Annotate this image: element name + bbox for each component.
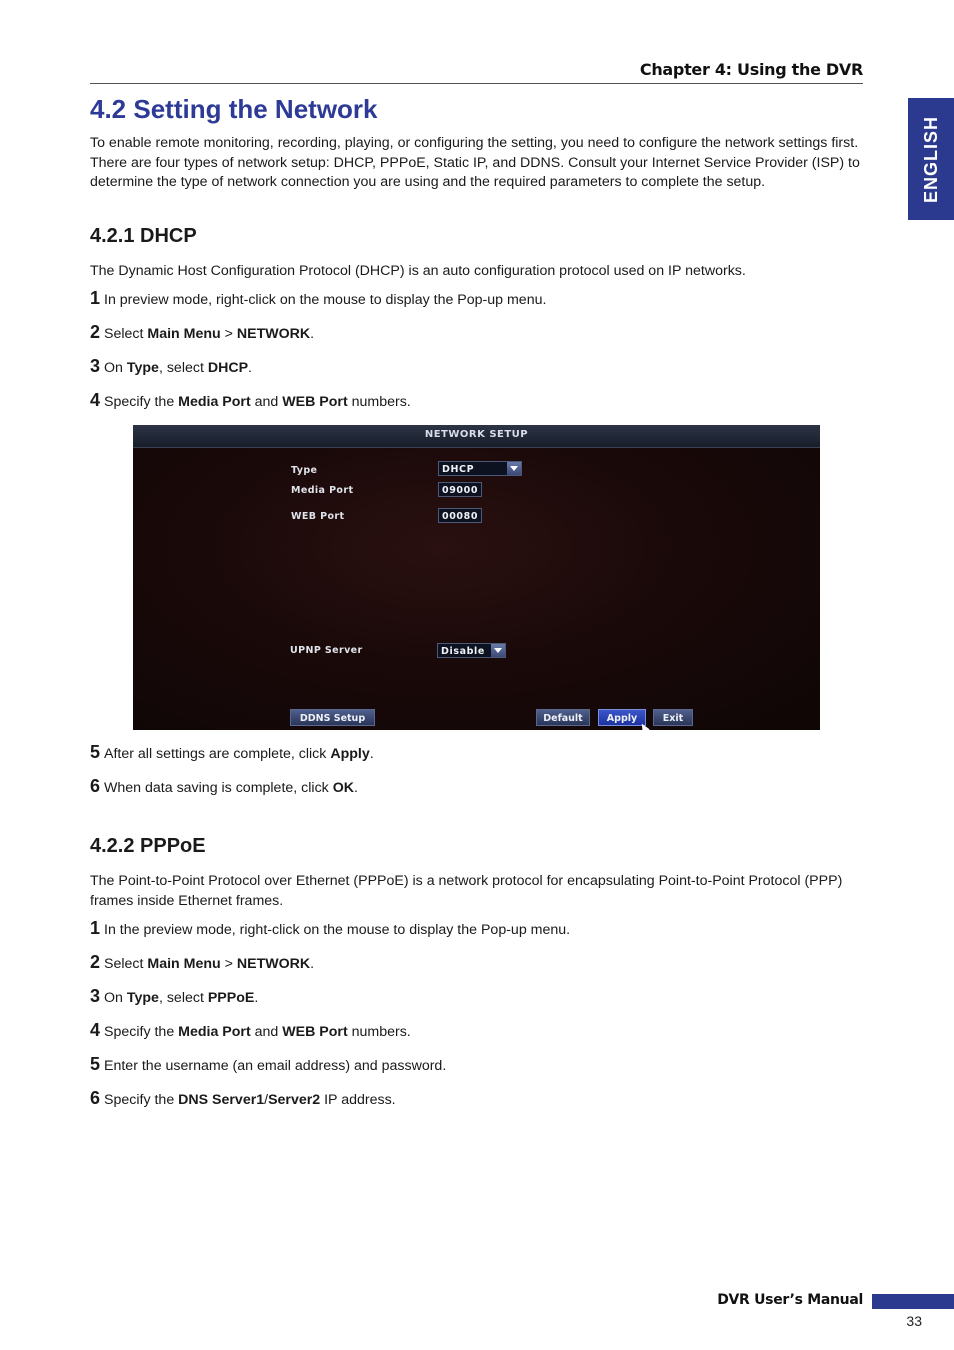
dhcp-intro: The Dynamic Host Configuration Protocol (DHCP) is an auto configuration protocol used on IP networks. [90,263,746,279]
step-bold: Server2 [268,1092,321,1108]
pppoe-step-5 [90,1054,446,1075]
step-text: Specify the [104,1092,179,1108]
dvr-type-select[interactable] [438,461,522,476]
dvr-default-button[interactable]: Default [536,709,590,726]
step-number: 5 [90,1054,101,1074]
step-number: 6 [90,1088,101,1108]
step-text: . [254,990,259,1006]
step-bold: OK [332,780,354,796]
dvr-network-setup-screenshot [133,425,820,730]
step-text: Specify the [104,1024,179,1040]
chevron-down-icon [491,644,505,657]
step-bold: Type [126,990,159,1006]
step-bold: Apply [330,746,370,762]
step-bold: Type [126,360,159,376]
step-number: 6 [90,776,101,796]
dvr-upnp-select[interactable] [437,643,506,658]
step-bold: DHCP [207,360,249,376]
language-tab [908,98,954,220]
pppoe-step-1 [90,918,570,939]
step-bold: Media Port [178,394,251,410]
dvr-upnp-value: Disable [441,646,485,657]
dhcp-step-4 [90,390,411,411]
dhcp-step-3 [90,356,252,377]
step-text: After all settings are complete, click [104,746,331,762]
dhcp-step-6 [90,776,358,797]
dhcp-title: 4.2.1 DHCP [90,225,197,247]
step-text: > [220,956,237,972]
step-bold: Main Menu [147,326,221,342]
step-text: Select [104,326,148,342]
dvr-type-value: DHCP [442,464,475,475]
pppoe-step-6 [90,1088,396,1109]
dvr-ddns-setup-button[interactable]: DDNS Setup [290,709,375,726]
dvr-web-port-label: WEB Port [291,511,345,522]
dvr-apply-button[interactable]: Apply [598,709,646,726]
step-number: 4 [90,390,101,410]
step-text: IP address. [320,1092,396,1108]
step-text: When data saving is complete, click [104,780,333,796]
step-text: and [250,1024,283,1040]
dvr-upnp-label: UPNP Server [290,645,363,656]
dvr-web-port-field[interactable]: 00080 [438,508,482,523]
footer-manual-title: DVR User’s Manual [717,1292,863,1308]
step-text: On [104,990,127,1006]
step-text: Enter the username (an email address) and password. [104,1058,447,1074]
step-bold: WEB Port [282,1024,348,1040]
step-text: , select [158,360,208,376]
step-number: 1 [90,288,101,308]
step-bold: DNS Server1 [178,1092,265,1108]
step-number: 3 [90,356,101,376]
step-text: In preview mode, right-click on the mouse to display the Pop-up menu. [104,292,547,308]
step-number: 2 [90,952,101,972]
step-text: In the preview mode, right-click on the mouse to display the Pop-up menu. [104,922,571,938]
step-number: 4 [90,1020,101,1040]
step-text: On [104,360,127,376]
pppoe-intro: The Point-to-Point Protocol over Ethernet (PPPoE) is a network protocol for encapsulating Point-to-Point Protocol (PPP) frames inside Ethernet frames. [90,873,843,909]
step-text: numbers. [347,394,411,410]
pppoe-step-3 [90,986,258,1007]
chapter-header: Chapter 4: Using the DVR [639,60,863,79]
step-text: numbers. [347,1024,411,1040]
step-bold: Media Port [178,1024,251,1040]
step-text: . [310,956,315,972]
step-bold: NETWORK [236,326,311,342]
step-text: . [310,326,315,342]
step-number: 3 [90,986,101,1006]
pppoe-step-2 [90,952,314,973]
pppoe-step-4 [90,1020,411,1041]
step-number: 5 [90,742,101,762]
header-rule [90,83,863,84]
section-intro: To enable remote monitoring, recording, playing, or configuring the setting, you need to configure the network settings first. There are four types of network setup: DHCP, PPPoE, Static IP, and DDNS. Consult your Internet Service Provider (ISP) to determine the type of network connection you are using and the required parameters to complete the setup. [90,135,860,190]
step-number: 2 [90,322,101,342]
step-bold: NETWORK [236,956,311,972]
step-text: , select [158,990,208,1006]
step-text: Specify the [104,394,179,410]
step-text: . [353,780,358,796]
dvr-type-label: Type [291,465,318,476]
page-number: 33 [906,1313,922,1329]
step-text: . [369,746,374,762]
dhcp-step-2 [90,322,314,343]
step-bold: WEB Port [282,394,348,410]
step-number: 1 [90,918,101,938]
step-bold: Main Menu [147,956,221,972]
dvr-title: NETWORK SETUP [424,429,529,440]
pppoe-title: 4.2.2 PPPoE [90,835,206,857]
step-text: . [248,360,252,376]
footer-bar [872,1294,954,1309]
dvr-media-port-field[interactable]: 09000 [438,482,482,497]
step-text: and [250,394,283,410]
dhcp-step-1 [90,288,546,309]
dhcp-step-5 [90,742,374,763]
language-tab-label: ENGLISH [920,115,941,203]
step-text: Select [104,956,148,972]
section-title: 4.2 Setting the Network [90,94,378,124]
step-bold: PPPoE [207,990,255,1006]
step-text: > [220,326,237,342]
dvr-media-port-label: Media Port [291,485,354,496]
step-text: / [264,1092,269,1108]
chevron-down-icon [507,462,521,475]
dvr-exit-button[interactable]: Exit [653,709,693,726]
